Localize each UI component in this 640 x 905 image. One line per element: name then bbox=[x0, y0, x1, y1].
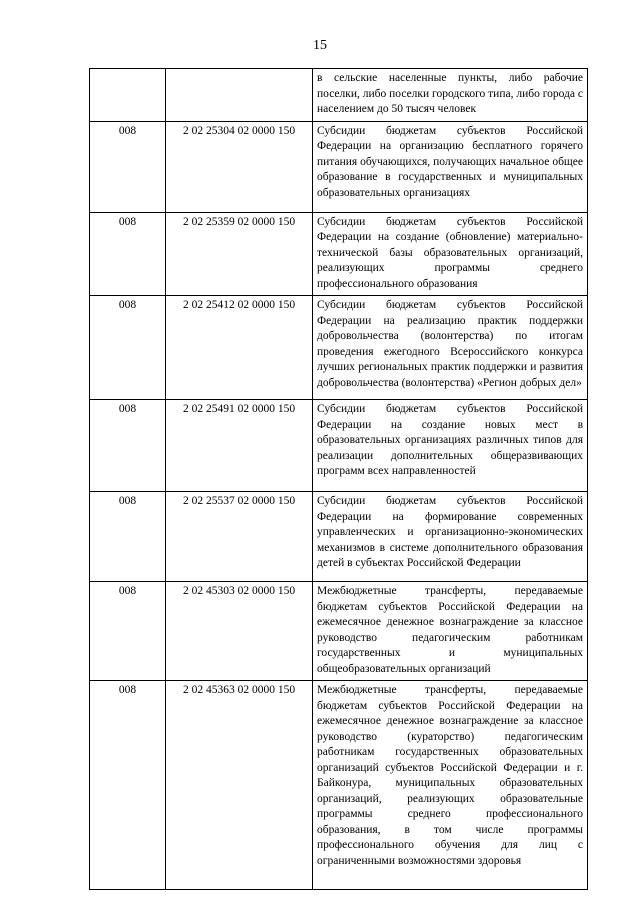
admin-code-cell: 008 bbox=[90, 681, 166, 890]
table-row bbox=[90, 400, 588, 492]
budget-code-cell: 2 02 25359 02 0000 150 bbox=[166, 212, 313, 296]
admin-code-cell: 008 bbox=[90, 582, 166, 681]
page-number: 15 bbox=[313, 38, 327, 53]
revenue-name-cell: Субсидии бюджетам субъектов Российской Федерации на создание новых мест в образовательных организациях различных типов для реализации дополнительных общеразвивающих программ всех направленностей bbox=[313, 400, 588, 492]
revenue-name-cell: в сельские населенные пункты, либо рабочие поселки, либо поселки городского типа, либо города с населением до 50 тысяч человек bbox=[313, 69, 588, 122]
budget-code-cell: 2 02 45303 02 0000 150 bbox=[166, 582, 313, 681]
table-row-continuation bbox=[90, 69, 588, 122]
revenue-name-cell: Субсидии бюджетам субъектов Российской Федерации на формирование современных управленческих и организационно-экономических механизмов в системе дополнительного образования детей в субъектах Российской Федерации bbox=[313, 492, 588, 582]
admin-code-cell: 008 bbox=[90, 296, 166, 400]
table-row bbox=[90, 582, 588, 681]
table-row bbox=[90, 212, 588, 296]
table-row bbox=[90, 681, 588, 890]
budget-code-cell: 2 02 45363 02 0000 150 bbox=[166, 681, 313, 890]
budget-classification-table bbox=[89, 68, 588, 890]
revenue-name-cell: Межбюджетные трансферты, передаваемые бюджетам субъектов Российской Федерации на ежемесячное денежное вознаграждение за классное руководство (кураторство) педагогическим работникам государственных образовательных организаций субъектов Российской Федерации и г. Байконура, муниципальных образовательных организаций, реализующих образовательные программы среднего профессионального образования, в том числе программы профессионального обучения для лиц с ограниченными возможностями здоровья bbox=[313, 681, 588, 890]
admin-code-cell bbox=[90, 69, 166, 122]
budget-code-cell: 2 02 25304 02 0000 150 bbox=[166, 121, 313, 212]
revenue-name-cell: Субсидии бюджетам субъектов Российской Федерации на организацию бесплатного горячего питания обучающихся, получающих начальное общее образование в государственных и муниципальных образовательных организациях bbox=[313, 121, 588, 212]
admin-code-cell: 008 bbox=[90, 400, 166, 492]
budget-code-cell: 2 02 25412 02 0000 150 bbox=[166, 296, 313, 400]
admin-code-cell: 008 bbox=[90, 492, 166, 582]
revenue-name-cell: Межбюджетные трансферты, передаваемые бюджетам субъектов Российской Федерации на ежемесячное денежное вознаграждение за классное руководство педагогическим работникам государственных и муниципальных общеобразовательных организаций bbox=[313, 582, 588, 681]
revenue-name-cell: Субсидии бюджетам субъектов Российской Федерации на реализацию практик поддержки добровольчества (волонтерства) по итогам проведения ежегодного Всероссийского конкурса лучших региональных практик поддержки и развития добровольчества (волонтерства) «Регион добрых дел» bbox=[313, 296, 588, 400]
admin-code-cell: 008 bbox=[90, 212, 166, 296]
budget-code-cell: 2 02 25491 02 0000 150 bbox=[166, 400, 313, 492]
revenue-name-cell: Субсидии бюджетам субъектов Российской Федерации на создание (обновление) материально-технической базы образовательных организаций, реализующих программы среднего профессионального образования bbox=[313, 212, 588, 296]
budget-code-cell bbox=[166, 69, 313, 122]
table-row bbox=[90, 296, 588, 400]
budget-code-cell: 2 02 25537 02 0000 150 bbox=[166, 492, 313, 582]
table-row bbox=[90, 121, 588, 212]
admin-code-cell: 008 bbox=[90, 121, 166, 212]
table-row bbox=[90, 492, 588, 582]
